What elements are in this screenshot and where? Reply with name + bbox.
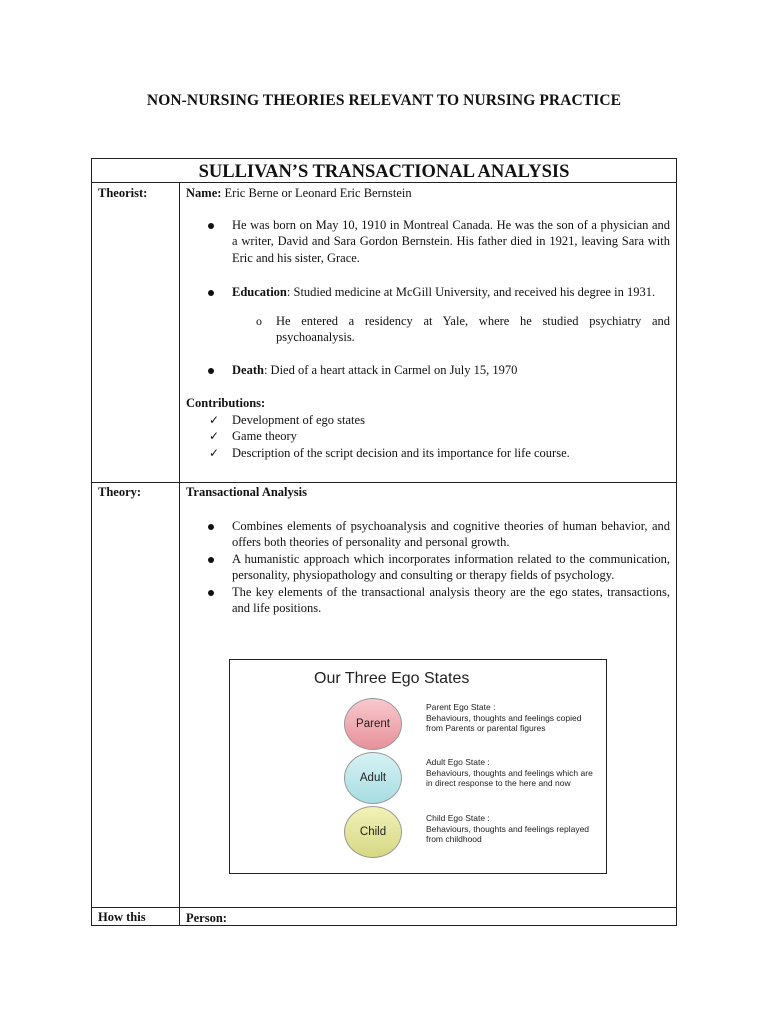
document-title: NON-NURSING THEORIES RELEVANT TO NURSING PRACTICE (146, 92, 622, 109)
child-description: Child Ego State : Behaviours, thoughts and feelings replayed from childhood (426, 813, 590, 844)
section-title: SULLIVAN’S TRANSACTIONAL ANALYSIS (92, 159, 676, 183)
contribution-item: ✓ Game theory (209, 429, 297, 443)
residency-text: He entered a residency at Yale, where he studied psychiatry and psychoanalysis. (276, 313, 670, 344)
theory-point: Combines elements of psychoanalysis and cognitive theories of human behavior, and offers both theories of personality and personal growth. (186, 518, 670, 551)
theory-point: The key elements of the transactional analysis theory are the ego states, transactions, and life positions. (186, 584, 670, 617)
circle-bullet-icon: o (256, 313, 262, 328)
checkmark-icon: ✓ (209, 429, 220, 443)
how-this-label: How this (98, 910, 146, 924)
ego-states-figure (229, 659, 607, 874)
bullet-dot (208, 557, 214, 563)
bullet-dot (208, 524, 214, 530)
bullet-dot (208, 223, 214, 229)
parent-circle: Parent (344, 698, 402, 750)
person-label: Person: (186, 911, 227, 925)
education-label: Education (232, 285, 287, 299)
birth-bullet (186, 217, 670, 267)
adult-description: Adult Ego State : Behaviours, thoughts and feelings which are in direct response to the here and now (426, 757, 593, 788)
residency-subbullet (186, 313, 670, 346)
checkmark-icon: ✓ (209, 412, 220, 427)
name-value: Eric Berne or Leonard Eric Bernstein (221, 186, 412, 200)
contribution-item: ✓ Description of the script decision and its importance for life course. (209, 445, 570, 460)
theorist-name-line (186, 185, 670, 202)
row-divider-theorist (92, 482, 676, 483)
theorist-label: Theorist: (98, 186, 148, 200)
death-text: : Died of a heart attack in Carmel on July 15, 1970 (263, 362, 518, 377)
education-text: : Studied medicine at McGill University, and received his degree in 1931. (286, 285, 656, 299)
theorist-content (186, 185, 670, 461)
theory-heading: Transactional Analysis (186, 485, 307, 499)
education-bullet (186, 284, 670, 301)
bullet-dot (208, 590, 214, 596)
theory-table (91, 158, 677, 926)
death-bullet (186, 362, 670, 379)
name-label: Name: (186, 186, 222, 200)
bullet-dot (208, 368, 214, 374)
adult-circle: Adult (344, 752, 402, 804)
figure-title: Our Three Ego States (314, 670, 470, 687)
theory-content (186, 484, 670, 617)
column-divider (179, 183, 180, 925)
theory-point: A humanistic approach which incorporates information related to the communication, personality, physiopathology and consulting or therapy fields of psychology. (186, 551, 670, 584)
theory-label: Theory: (98, 485, 142, 499)
checkmark-icon: ✓ (209, 445, 220, 460)
bullet-dot (208, 290, 214, 296)
child-circle: Child (344, 806, 402, 858)
birth-text: He was born on May 10, 1910 in Montreal Canada. He was the son of a physician and a writer, David and Sara Gordon Bernstein. His father died in 1921, leaving Sara with Eric and his sister, Grace. (232, 217, 670, 265)
row-divider-theory (92, 907, 676, 908)
death-label: Death (232, 362, 264, 377)
contributions-label: Contributions: (186, 396, 266, 410)
contribution-item: ✓ Development of ego states (209, 412, 365, 427)
parent-description: Parent Ego State : Behaviours, thoughts and feelings copied from Parents or parental figures (426, 702, 582, 733)
